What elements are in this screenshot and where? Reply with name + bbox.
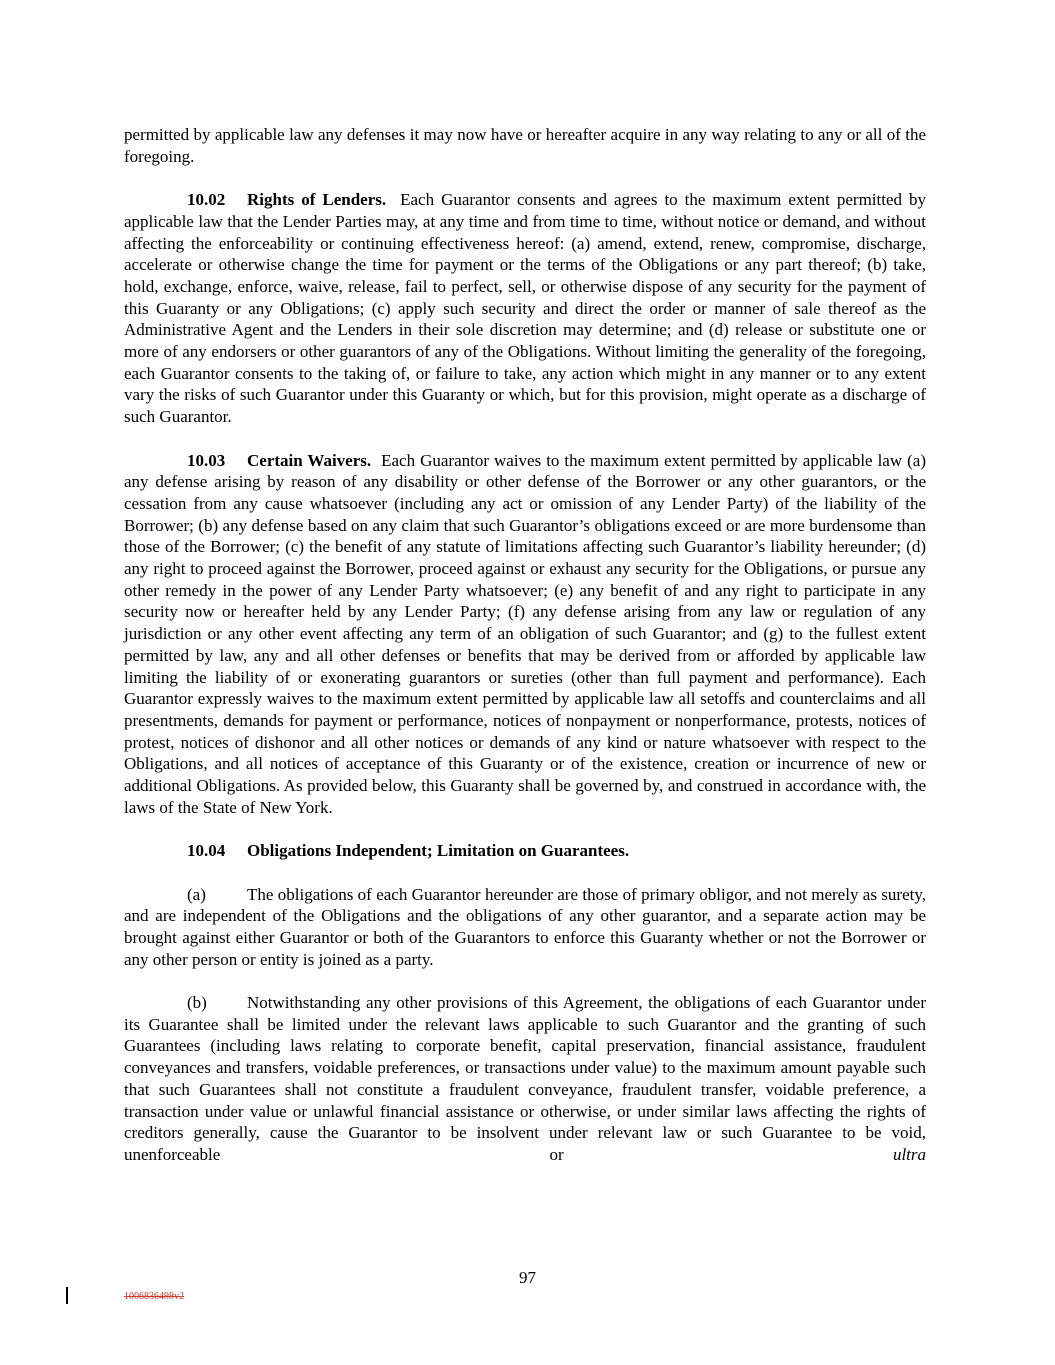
section-10-04-title: Obligations Independent; Limitation on Guarantees. xyxy=(247,841,630,861)
section-10-04-a-body: The obligations of each Guarantor hereunder are those of primary obligor, and not merely as surety, and are independent of the Obligations and the obligations of any other guarantor, and a separate action may be brought against either Guarantor or both of the Guarantors to enforce this Guaranty whether or not the Borrower or any other person or entity is joined as a party. xyxy=(124,884,926,969)
section-10-04-a xyxy=(124,884,926,971)
section-10-03-title: Certain Waivers. xyxy=(247,450,372,470)
continuation-paragraph xyxy=(124,124,926,167)
section-10-04-b-label: (b) xyxy=(187,993,207,1013)
section-10-04-b-body: Notwithstanding any other provisions of this Agreement, the obligations of each Guarantor under its Guarantee shall be limited under the relevant laws applicable to such Guarantor and the granting of such Guarantees (including laws relating to corporate benefit, capital preservation, financial assistance, fraudulent conveyances and transfers, voidable preferences, or transactions under value) to the maximum amount payable such that such Guarantees shall not constitute a fraudulent conveyance, fraudulent transfer, voidable preference, a transaction under value or unlawful financial assistance or otherwise, or under similar laws affecting the rights of creditors generally, cause the Guarantor to be insolvent under relevant law or such Guarantee to be void, unenforceable or xyxy=(124,993,926,1164)
document-id: 1006836498v2 xyxy=(124,1291,184,1302)
section-10-04-a-label: (a) xyxy=(187,884,206,904)
page-number: 97 xyxy=(519,1268,536,1287)
document-page xyxy=(124,124,926,1187)
section-10-04-b-italic-tail: ultra xyxy=(892,1144,926,1164)
section-10-03 xyxy=(124,450,926,819)
section-10-02 xyxy=(124,189,926,428)
revision-change-bar xyxy=(66,1287,68,1304)
section-10-02-body: Each Guarantor consents and agrees to the maximum extent permitted by applicable law that the Lender Parties may, at any time and from time to time, without notice or demand, and without affecting the enforceability or continuing effectiveness hereof: (a) amend, extend, renew, compromise, discharge, accelerate or otherwise change the time for payment or the terms of the Obligations or any part thereof; (b) take, hold, exchange, enforce, waive, release, fail to perfect, sell, or otherwise dispose of any security for the payment of this Guaranty or any Obligations; (c) apply such security and direct the order or manner of sale thereof as the Administrative Agent and the Lenders in their sole discretion may determine; and (d) release or substitute one or more of any endorsers or other guarantors of any of the Obligations. Without limiting the generality of the foregoing, each Guarantor consents to the taking of, or failure to take, any action which might in any manner or to any extent vary the risks of such Guarantor under this Guaranty or which, but for this provision, might operate as a discharge of such Guarantor. xyxy=(124,190,926,427)
section-10-03-number: 10.03 xyxy=(187,450,226,470)
section-10-02-number: 10.02 xyxy=(187,190,226,210)
section-10-04-heading xyxy=(124,840,926,862)
section-10-03-body: Each Guarantor waives to the maximum extent permitted by applicable law (a) any defense arising by reason of any disability or other defense of the Borrower or any other guarantors, or the cessation from any cause whatsoever (including any act or omission of any Lender Party) of the liability of the Borrower; (b) any defense based on any claim that such Guarantor’s obligations exceed or are more burdensome than those of the Borrower; (c) the benefit of any statute of limitations affecting such Guarantor’s liability hereunder; (d) any right to proceed against the Borrower, proceed against or exhaust any security for the Obligations, or pursue any other remedy in the power of any Lender Party whatsoever; (e) any benefit of and any right to participate in any security now or hereafter held by any Lender Party; (f) any defense arising from any law or regulation of any jurisdiction or any other event affecting any term of an obligation of such Guarantor; and (g) to the fullest extent permitted by law, any and all other defenses or benefits that may be derived from or afforded by applicable law limiting the liability of or exonerating guarantors or sureties (other than full payment and performance). Each Guarantor expressly waives to the maximum extent permitted by applicable law all setoffs and counterclaims and all presentments, demands for payment or performance, notices of nonpayment or nonperformance, protests, notices of protest, notices of dishonor and all other notices or demands of any kind or nature whatsoever with respect to the Obligations, and all notices of acceptance of this Guaranty or of the existence, creation or incurrence of new or additional Obligations. As provided below, this Guaranty shall be governed by, and construed in accordance with, the laws of the State of New York. xyxy=(124,450,926,817)
continuation-text: permitted by applicable law any defenses it may now have or hereafter acquire in any way relating to any or all of the foregoing. xyxy=(124,125,926,166)
section-10-04-number: 10.04 xyxy=(187,841,226,861)
section-10-04-b xyxy=(124,992,926,1166)
section-10-02-title: Rights of Lenders. xyxy=(247,190,387,210)
